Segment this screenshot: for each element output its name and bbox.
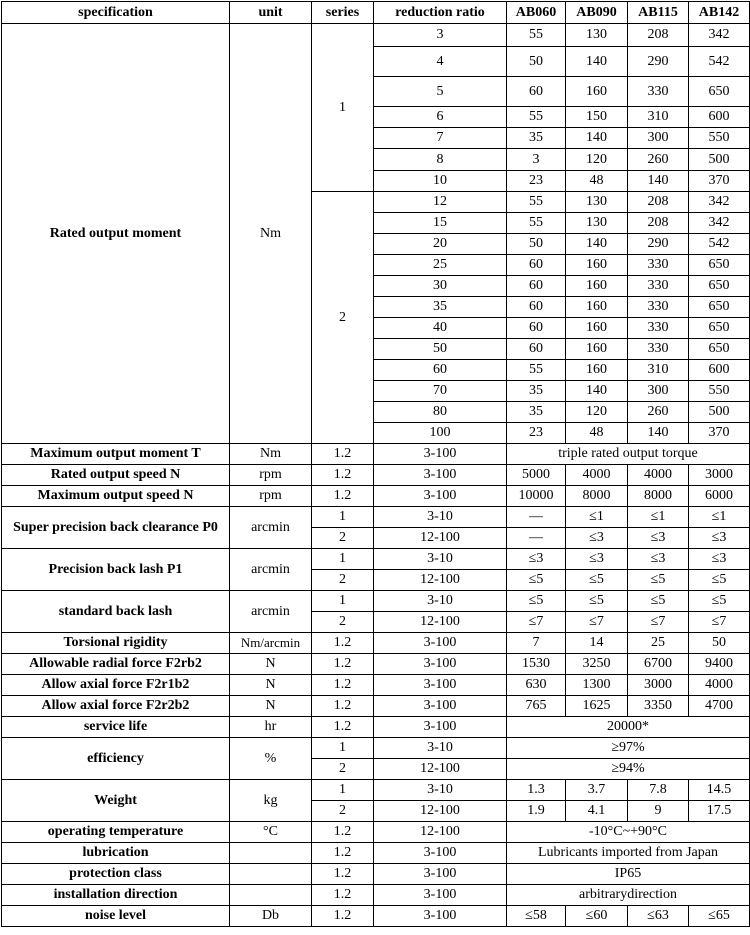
unit-cell: kg [230,780,312,822]
value-cell: 48 [566,423,628,444]
ratio-cell: 12-100 [374,528,507,549]
super-backlash-label: Super precision back clearance P0 [2,507,230,549]
lubrication-label: lubrication [2,843,230,864]
value-cell: 60 [507,297,566,318]
unit-cell: N [230,654,312,675]
value-cell: 6700 [628,654,689,675]
value-cell: 23 [507,423,566,444]
value-cell: 130 [566,24,628,47]
value-cell: ≤7 [689,612,750,633]
unit-cell: % [230,738,312,780]
noise-label: noise level [2,906,230,927]
series-cell: 1 [312,591,374,612]
standard-backlash-label: standard back lash [2,591,230,633]
ratio-cell: 35 [374,297,507,318]
value-cell: — [507,507,566,528]
table-row [2,864,750,885]
value-cell: 160 [566,255,628,276]
table-row [2,843,750,864]
value-cell: 60 [507,255,566,276]
table-row [2,654,750,675]
ratio-cell: 3-100 [374,717,507,738]
ratio-cell: 3-10 [374,780,507,801]
value-cell: ≤5 [507,570,566,591]
precision-backlash-label: Precision back lash P1 [2,549,230,591]
series-cell: 1.2 [312,864,374,885]
series-cell: 1.2 [312,885,374,906]
value-cell: 140 [628,423,689,444]
series-cell: 2 [312,759,374,780]
value-cell: 3 [507,149,566,171]
value-cell: ≥97% [507,738,750,759]
value-cell: 3.7 [566,780,628,801]
ratio-cell: 3-100 [374,654,507,675]
series-cell: 1 [312,780,374,801]
ratio-cell: 3-10 [374,549,507,570]
ratio-cell: 25 [374,255,507,276]
value-cell: 8000 [566,486,628,507]
ratio-cell: 3 [374,24,507,47]
value-cell: 9 [628,801,689,822]
value-cell: 300 [628,128,689,149]
value-cell: 290 [628,234,689,255]
value-cell: 55 [507,213,566,234]
value-cell: 650 [689,297,750,318]
value-cell: — [507,528,566,549]
value-cell: ≤63 [628,906,689,927]
value-cell: 310 [628,360,689,381]
unit-cell: °C [230,822,312,843]
unit-cell: arcmin [230,507,312,549]
series-cell: 2 [312,612,374,633]
value-cell: 120 [566,402,628,423]
protection-label: protection class [2,864,230,885]
ratio-cell: 3-10 [374,591,507,612]
value-cell: 208 [628,24,689,47]
unit-cell: N [230,675,312,696]
value-cell: ≤7 [628,612,689,633]
value-cell: 35 [507,381,566,402]
value-cell: 290 [628,47,689,77]
series-cell: 1 [312,549,374,570]
value-cell: 650 [689,318,750,339]
value-cell: 160 [566,360,628,381]
value-cell: 48 [566,171,628,192]
value-cell: arbitrarydirection [507,885,750,906]
table-row [2,885,750,906]
value-cell: 330 [628,339,689,360]
value-cell: 600 [689,107,750,128]
value-cell: 9400 [689,654,750,675]
value-cell: 342 [689,192,750,213]
table-row [2,696,750,717]
value-cell: ≤7 [507,612,566,633]
value-cell: 140 [566,128,628,149]
value-cell: 3250 [566,654,628,675]
value-cell: 3000 [689,465,750,486]
header-row [2,2,750,24]
series-cell: 1.2 [312,675,374,696]
value-cell: triple rated output torque [507,444,750,465]
unit-cell: rpm [230,486,312,507]
efficiency-label: efficiency [2,738,230,780]
value-cell: ≤1 [566,507,628,528]
rated-moment-unit: Nm [230,24,312,444]
value-cell: 60 [507,77,566,107]
series-cell: 1.2 [312,465,374,486]
value-cell: 160 [566,77,628,107]
ratio-cell: 3-100 [374,864,507,885]
ratio-cell: 3-100 [374,906,507,927]
value-cell: 25 [628,633,689,654]
value-cell: ≥94% [507,759,750,780]
value-cell: ≤7 [566,612,628,633]
ratio-cell: 4 [374,47,507,77]
ratio-cell: 8 [374,149,507,171]
value-cell: ≤3 [689,528,750,549]
value-cell: 542 [689,234,750,255]
value-cell: 1.3 [507,780,566,801]
header-model-ab115: AB115 [628,2,689,24]
value-cell: ≤5 [507,591,566,612]
ratio-cell: 20 [374,234,507,255]
unit-cell: N [230,696,312,717]
ratio-cell: 3-100 [374,486,507,507]
ratio-cell: 3-100 [374,675,507,696]
value-cell: 550 [689,128,750,149]
value-cell: 650 [689,276,750,297]
ratio-cell: 12-100 [374,759,507,780]
value-cell: 160 [566,297,628,318]
value-cell: 14 [566,633,628,654]
value-cell: 765 [507,696,566,717]
op-temp-label: operating temperature [2,822,230,843]
value-cell: IP65 [507,864,750,885]
value-cell: 330 [628,255,689,276]
value-cell: ≤58 [507,906,566,927]
value-cell: 4.1 [566,801,628,822]
rated-speed-label: Rated output speed N [2,465,230,486]
value-cell: 4700 [689,696,750,717]
value-cell: 160 [566,339,628,360]
value-cell: ≤3 [566,528,628,549]
value-cell: 310 [628,107,689,128]
value-cell: 5000 [507,465,566,486]
value-cell: ≤3 [689,549,750,570]
value-cell: 330 [628,297,689,318]
table-row [2,906,750,927]
spec-table [1,1,750,927]
value-cell: 600 [689,360,750,381]
value-cell: 330 [628,276,689,297]
value-cell: 140 [628,171,689,192]
value-cell: ≤1 [628,507,689,528]
ratio-cell: 6 [374,107,507,128]
header-model-ab090: AB090 [566,2,628,24]
ratio-cell: 80 [374,402,507,423]
series-cell: 1.2 [312,654,374,675]
table-row [2,822,750,843]
ratio-cell: 100 [374,423,507,444]
header-model-ab060: AB060 [507,2,566,24]
value-cell: 1625 [566,696,628,717]
value-cell: 6000 [689,486,750,507]
value-cell: ≤5 [566,570,628,591]
radial-force-label: Allowable radial force F2rb2 [2,654,230,675]
value-cell: 342 [689,213,750,234]
value-cell: ≤3 [628,549,689,570]
value-cell: 3350 [628,696,689,717]
series-cell: 1.2 [312,486,374,507]
value-cell: 50 [689,633,750,654]
value-cell: 8000 [628,486,689,507]
table-row [2,738,750,759]
unit-cell: arcmin [230,549,312,591]
value-cell: 7 [507,633,566,654]
series-cell: 1.2 [312,906,374,927]
value-cell: 260 [628,149,689,171]
unit-cell: rpm [230,465,312,486]
series-cell: 2 [312,801,374,822]
unit-cell: arcmin [230,591,312,633]
table-row [2,675,750,696]
weight-label: Weight [2,780,230,822]
value-cell: ≤5 [689,570,750,591]
ratio-cell: 15 [374,213,507,234]
value-cell: 342 [689,24,750,47]
table-row [2,780,750,801]
value-cell: 10000 [507,486,566,507]
series-cell: 1.2 [312,822,374,843]
value-cell: ≤5 [566,591,628,612]
ratio-cell: 3-10 [374,507,507,528]
header-model-ab142: AB142 [689,2,750,24]
value-cell: 50 [507,47,566,77]
value-cell: 650 [689,339,750,360]
series-cell: 2 [312,570,374,591]
series-cell: 1.2 [312,633,374,654]
value-cell: 4000 [566,465,628,486]
value-cell: 160 [566,276,628,297]
torsional-label: Torsional rigidity [2,633,230,654]
ratio-cell: 3-100 [374,843,507,864]
value-cell: 160 [566,318,628,339]
series-cell: 1.2 [312,843,374,864]
ratio-cell: 3-100 [374,444,507,465]
table-row [2,633,750,654]
value-cell: 650 [689,77,750,107]
value-cell: 140 [566,47,628,77]
value-cell: 55 [507,192,566,213]
value-cell: 1300 [566,675,628,696]
table-row [2,24,750,47]
value-cell: 55 [507,107,566,128]
header-series: series [312,2,374,24]
table-row [2,444,750,465]
unit-cell [230,885,312,906]
rated-series-1: 1 [312,24,374,192]
value-cell: ≤5 [689,591,750,612]
value-cell: 650 [689,255,750,276]
header-reduction-ratio: reduction ratio [374,2,507,24]
ratio-cell: 40 [374,318,507,339]
ratio-cell: 60 [374,360,507,381]
unit-cell [230,864,312,885]
value-cell: ≤5 [628,570,689,591]
table-row [2,486,750,507]
value-cell: 630 [507,675,566,696]
value-cell: 140 [566,234,628,255]
value-cell: ≤65 [689,906,750,927]
value-cell: ≤3 [507,549,566,570]
series-cell: 1.2 [312,444,374,465]
series-cell: 1 [312,738,374,759]
value-cell: 208 [628,213,689,234]
value-cell: 260 [628,402,689,423]
value-cell: 23 [507,171,566,192]
header-specification: specification [2,2,230,24]
value-cell: 50 [507,234,566,255]
value-cell: 130 [566,192,628,213]
unit-cell: Nm/arcmin [230,633,312,654]
value-cell: 4000 [628,465,689,486]
ratio-cell: 3-100 [374,696,507,717]
table-row [2,591,750,612]
value-cell: 542 [689,47,750,77]
max-moment-label: Maximum output moment T [2,444,230,465]
value-cell: 330 [628,318,689,339]
value-cell: ≤60 [566,906,628,927]
value-cell: 370 [689,171,750,192]
axial-force-2-label: Allow axial force F2r2b2 [2,696,230,717]
ratio-cell: 5 [374,77,507,107]
max-speed-label: Maximum output speed N [2,486,230,507]
table-row [2,717,750,738]
value-cell: 17.5 [689,801,750,822]
unit-cell: hr [230,717,312,738]
installation-label: installation direction [2,885,230,906]
value-cell: Lubricants imported from Japan [507,843,750,864]
value-cell: ≤5 [628,591,689,612]
ratio-cell: 7 [374,128,507,149]
ratio-cell: 50 [374,339,507,360]
value-cell: 55 [507,360,566,381]
value-cell: 20000* [507,717,750,738]
value-cell: 60 [507,276,566,297]
unit-cell: Db [230,906,312,927]
value-cell: 150 [566,107,628,128]
value-cell: 35 [507,402,566,423]
table-row [2,465,750,486]
axial-force-1-label: Allow axial force F2r1b2 [2,675,230,696]
value-cell: 7.8 [628,780,689,801]
value-cell: 500 [689,149,750,171]
value-cell: 300 [628,381,689,402]
value-cell: 3000 [628,675,689,696]
value-cell: 4000 [689,675,750,696]
table-row [2,507,750,528]
value-cell: 55 [507,24,566,47]
value-cell: 330 [628,77,689,107]
table-row [2,549,750,570]
ratio-cell: 12-100 [374,801,507,822]
series-cell: 1.2 [312,696,374,717]
value-cell: ≤3 [566,549,628,570]
value-cell: ≤3 [628,528,689,549]
value-cell: 35 [507,128,566,149]
value-cell: 500 [689,402,750,423]
value-cell: 550 [689,381,750,402]
value-cell: 140 [566,381,628,402]
ratio-cell: 10 [374,171,507,192]
ratio-cell: 70 [374,381,507,402]
ratio-cell: 12-100 [374,822,507,843]
value-cell: -10°C~+90°C [507,822,750,843]
value-cell: ≤1 [689,507,750,528]
value-cell: 1.9 [507,801,566,822]
value-cell: 120 [566,149,628,171]
ratio-cell: 30 [374,276,507,297]
ratio-cell: 3-100 [374,885,507,906]
ratio-cell: 12 [374,192,507,213]
series-cell: 1.2 [312,717,374,738]
series-cell: 2 [312,528,374,549]
value-cell: 60 [507,339,566,360]
value-cell: 60 [507,318,566,339]
value-cell: 208 [628,192,689,213]
ratio-cell: 12-100 [374,570,507,591]
value-cell: 1530 [507,654,566,675]
unit-cell: Nm [230,444,312,465]
unit-cell [230,843,312,864]
rated-series-2: 2 [312,192,374,444]
service-life-label: service life [2,717,230,738]
series-cell: 1 [312,507,374,528]
value-cell: 130 [566,213,628,234]
value-cell: 14.5 [689,780,750,801]
ratio-cell: 3-100 [374,465,507,486]
ratio-cell: 3-100 [374,633,507,654]
value-cell: 370 [689,423,750,444]
rated-moment-label: Rated output moment [2,24,230,444]
ratio-cell: 12-100 [374,612,507,633]
header-unit: unit [230,2,312,24]
ratio-cell: 3-10 [374,738,507,759]
